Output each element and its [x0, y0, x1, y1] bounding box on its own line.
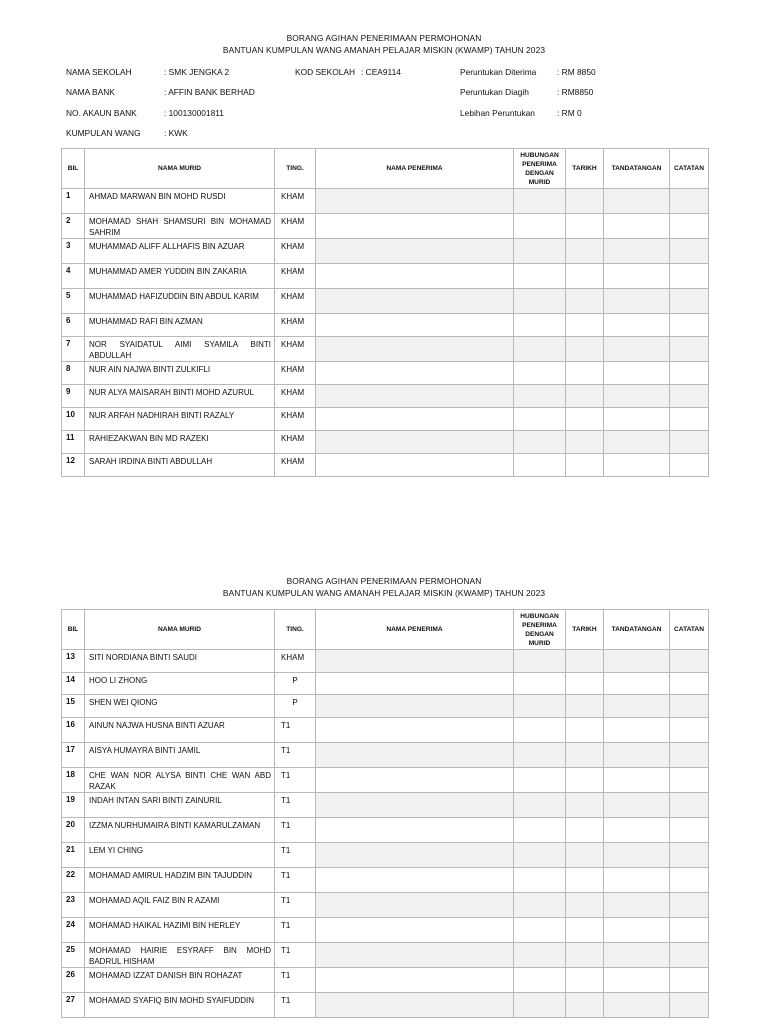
- catatan-cell[interactable]: [670, 718, 709, 743]
- hubungan-cell[interactable]: [514, 868, 566, 893]
- tarikh-cell[interactable]: [566, 337, 604, 362]
- tandatangan-cell[interactable]: [604, 454, 670, 477]
- col-ting: TING.: [275, 610, 316, 650]
- tarikh-cell[interactable]: [566, 239, 604, 264]
- tandatangan-cell[interactable]: [604, 818, 670, 843]
- akaun-label: NO. AKAUN BANK: [66, 108, 137, 118]
- nama-murid-cell: AHMAD MARWAN BIN MOHD RUSDI: [85, 189, 275, 214]
- table-row: [62, 968, 709, 993]
- tarikh-cell[interactable]: [566, 695, 604, 718]
- bil-cell: 15: [62, 695, 85, 718]
- hubungan-cell[interactable]: [514, 189, 566, 214]
- tandatangan-cell[interactable]: [604, 868, 670, 893]
- hubungan-cell[interactable]: [514, 454, 566, 477]
- ting-cell: KHAM: [275, 189, 316, 214]
- hubungan-cell[interactable]: [514, 818, 566, 843]
- catatan-cell[interactable]: [670, 818, 709, 843]
- diterima-value: : RM 8850: [557, 67, 596, 77]
- nama-murid-cell: LEM YI CHING: [85, 843, 275, 868]
- col-bil: BIL: [62, 149, 85, 189]
- nama-murid-cell: MOHAMAD HAIKAL HAZIMI BIN HERLEY: [85, 918, 275, 943]
- col-catatan: CATATAN: [670, 610, 709, 650]
- bil-cell: 4: [62, 264, 85, 289]
- nama-murid-cell: SARAH IRDINA BINTI ABDULLAH: [85, 454, 275, 477]
- catatan-cell[interactable]: [670, 650, 709, 673]
- nama-penerima-cell[interactable]: [316, 695, 514, 718]
- col-bil: BIL: [62, 610, 85, 650]
- nama-murid-cell: MUHAMMAD AMER YUDDIN BIN ZAKARIA: [85, 264, 275, 289]
- tandatangan-cell[interactable]: [604, 189, 670, 214]
- table-body-1: [62, 189, 709, 477]
- tandatangan-cell[interactable]: [604, 993, 670, 1018]
- catatan-cell[interactable]: [670, 362, 709, 385]
- col-tarikh: TARIKH: [566, 149, 604, 189]
- nama-penerima-cell[interactable]: [316, 673, 514, 695]
- nama-murid-cell: MOHAMAD SYAFIQ BIN MOHD SYAIFUDDIN: [85, 993, 275, 1018]
- table-row: [62, 362, 709, 385]
- tarikh-cell[interactable]: [566, 943, 604, 968]
- nama-murid-cell: RAHIEZAKWAN BIN MD RAZEKI: [85, 431, 275, 454]
- form2-title-line2: BANTUAN KUMPULAN WANG AMANAH PELAJAR MISKIN (KWAMP) TAHUN 2023: [222, 588, 546, 598]
- tarikh-cell[interactable]: [566, 743, 604, 768]
- nama-murid-cell: NOR SYAIDATUL AIMI SYAMILA BINTI ABDULLAH: [85, 337, 275, 362]
- bil-cell: 1: [62, 189, 85, 214]
- table-row: [62, 718, 709, 743]
- nama-murid-cell: HOO LI ZHONG: [85, 673, 275, 695]
- catatan-cell[interactable]: [670, 214, 709, 239]
- tarikh-cell[interactable]: [566, 843, 604, 868]
- tandatangan-cell[interactable]: [604, 337, 670, 362]
- hubungan-cell[interactable]: [514, 968, 566, 993]
- bank-label: NAMA BANK: [66, 87, 115, 97]
- tandatangan-cell[interactable]: [604, 718, 670, 743]
- table-row: [62, 893, 709, 918]
- sekolah-value: : SMK JENGKA 2: [164, 67, 230, 77]
- nama-murid-cell: NUR ALYA MAISARAH BINTI MOHD AZURUL: [85, 385, 275, 408]
- bil-cell: 18: [62, 768, 85, 793]
- ting-cell: T1: [275, 918, 316, 943]
- tarikh-cell[interactable]: [566, 918, 604, 943]
- tarikh-cell[interactable]: [566, 408, 604, 431]
- table-row: [62, 214, 709, 239]
- bil-cell: 6: [62, 314, 85, 337]
- hubungan-cell[interactable]: [514, 673, 566, 695]
- ting-cell: KHAM: [275, 289, 316, 314]
- table-header-row: [62, 610, 709, 650]
- catatan-cell[interactable]: [670, 968, 709, 993]
- catatan-cell[interactable]: [670, 314, 709, 337]
- bil-cell: 8: [62, 362, 85, 385]
- nama-penerima-cell[interactable]: [316, 918, 514, 943]
- col-catatan: CATATAN: [670, 149, 709, 189]
- nama-penerima-cell[interactable]: [316, 793, 514, 818]
- catatan-cell[interactable]: [670, 943, 709, 968]
- nama-penerima-cell[interactable]: [316, 650, 514, 673]
- bil-cell: 7: [62, 337, 85, 362]
- nama-murid-cell: MOHAMAD AMIRUL HADZIM BIN TAJUDDIN: [85, 868, 275, 893]
- nama-penerima-cell[interactable]: [316, 943, 514, 968]
- kumpulan-value: : KWK: [164, 128, 188, 138]
- catatan-cell[interactable]: [670, 743, 709, 768]
- akaun-value: : 100130001811: [164, 108, 224, 118]
- tarikh-cell[interactable]: [566, 868, 604, 893]
- ting-cell: KHAM: [275, 239, 316, 264]
- bil-cell: 23: [62, 893, 85, 918]
- bil-cell: 22: [62, 868, 85, 893]
- ting-cell: KHAM: [275, 362, 316, 385]
- tarikh-cell[interactable]: [566, 893, 604, 918]
- bil-cell: 26: [62, 968, 85, 993]
- catatan-cell[interactable]: [670, 793, 709, 818]
- catatan-cell[interactable]: [670, 768, 709, 793]
- nama-murid-cell: NUR ARFAH NADHIRAH BINTI RAZALY: [85, 408, 275, 431]
- nama-murid-cell: MUHAMMAD HAFIZUDDIN BIN ABDUL KARIM: [85, 289, 275, 314]
- tarikh-cell[interactable]: [566, 454, 604, 477]
- hubungan-cell[interactable]: [514, 918, 566, 943]
- nama-murid-cell: NUR AIN NAJWA BINTI ZULKIFLI: [85, 362, 275, 385]
- hubungan-cell[interactable]: [514, 768, 566, 793]
- hubungan-cell[interactable]: [514, 239, 566, 264]
- col-nama-murid: NAMA MURID: [85, 149, 275, 189]
- tarikh-cell[interactable]: [566, 189, 604, 214]
- bil-cell: 3: [62, 239, 85, 264]
- table-row: [62, 695, 709, 718]
- diagih-value: : RM8850: [557, 87, 594, 97]
- catatan-cell[interactable]: [670, 289, 709, 314]
- ting-cell: P: [275, 695, 316, 718]
- tandatangan-cell[interactable]: [604, 239, 670, 264]
- tandatangan-cell[interactable]: [604, 918, 670, 943]
- ting-cell: T1: [275, 943, 316, 968]
- table-row: [62, 454, 709, 477]
- diterima-label: Peruntukan Diterima: [460, 67, 537, 77]
- table-row: [62, 385, 709, 408]
- catatan-cell[interactable]: [670, 189, 709, 214]
- nama-murid-cell: MUHAMMAD RAFI BIN AZMAN: [85, 314, 275, 337]
- ting-cell: KHAM: [275, 431, 316, 454]
- tandatangan-cell[interactable]: [604, 943, 670, 968]
- nama-murid-cell: SITI NORDIANA BINTI SAUDI: [85, 650, 275, 673]
- nama-penerima-cell[interactable]: [316, 264, 514, 289]
- nama-penerima-cell[interactable]: [316, 337, 514, 362]
- catatan-cell[interactable]: [670, 408, 709, 431]
- nama-murid-cell: IZZMA NURHUMAIRA BINTI KAMARULZAMAN: [85, 818, 275, 843]
- hubungan-cell[interactable]: [514, 337, 566, 362]
- table-row: [62, 650, 709, 673]
- ting-cell: T1: [275, 818, 316, 843]
- bil-cell: 12: [62, 454, 85, 477]
- tandatangan-cell[interactable]: [604, 650, 670, 673]
- table-row: [62, 868, 709, 893]
- tandatangan-cell[interactable]: [604, 893, 670, 918]
- catatan-cell[interactable]: [670, 695, 709, 718]
- tandatangan-cell[interactable]: [604, 968, 670, 993]
- tandatangan-cell[interactable]: [604, 743, 670, 768]
- hubungan-cell[interactable]: [514, 408, 566, 431]
- recipient-table-2: [61, 609, 709, 1018]
- tandatangan-cell[interactable]: [604, 768, 670, 793]
- nama-murid-cell: CHE WAN NOR ALYSA BINTI CHE WAN ABD RAZAK: [85, 768, 275, 793]
- tarikh-cell[interactable]: [566, 314, 604, 337]
- bil-cell: 5: [62, 289, 85, 314]
- table-row: [62, 239, 709, 264]
- table-row: [62, 431, 709, 454]
- nama-penerima-cell[interactable]: [316, 239, 514, 264]
- tandatangan-cell[interactable]: [604, 385, 670, 408]
- lebihan-value: : RM 0: [557, 108, 582, 118]
- table-row: [62, 289, 709, 314]
- hubungan-cell[interactable]: [514, 793, 566, 818]
- nama-penerima-cell[interactable]: [316, 408, 514, 431]
- nama-penerima-cell[interactable]: [316, 385, 514, 408]
- hubungan-cell[interactable]: [514, 264, 566, 289]
- ting-cell: P: [275, 673, 316, 695]
- tarikh-cell[interactable]: [566, 768, 604, 793]
- table-body-2: [62, 650, 709, 1018]
- hubungan-cell[interactable]: [514, 650, 566, 673]
- col-tandatangan: TANDATANGAN: [604, 149, 670, 189]
- tarikh-cell[interactable]: [566, 673, 604, 695]
- col-hubungan: HUBUNGAN PENERIMA DENGAN MURID: [514, 149, 566, 189]
- nama-penerima-cell[interactable]: [316, 189, 514, 214]
- bil-cell: 27: [62, 993, 85, 1018]
- tarikh-cell[interactable]: [566, 793, 604, 818]
- ting-cell: KHAM: [275, 385, 316, 408]
- tarikh-cell[interactable]: [566, 385, 604, 408]
- ting-cell: T1: [275, 843, 316, 868]
- tarikh-cell[interactable]: [566, 289, 604, 314]
- col-nama-penerima: NAMA PENERIMA: [316, 149, 514, 189]
- ting-cell: KHAM: [275, 314, 316, 337]
- hubungan-cell[interactable]: [514, 314, 566, 337]
- bil-cell: 2: [62, 214, 85, 239]
- table-header-row: [62, 149, 709, 189]
- bank-value: : AFFIN BANK BERHAD: [164, 87, 255, 97]
- recipient-table-1: [61, 148, 709, 477]
- table-row: [62, 337, 709, 362]
- bil-cell: 24: [62, 918, 85, 943]
- catatan-cell[interactable]: [670, 264, 709, 289]
- hubungan-cell[interactable]: [514, 214, 566, 239]
- bil-cell: 16: [62, 718, 85, 743]
- catatan-cell[interactable]: [670, 431, 709, 454]
- kumpulan-label: KUMPULAN WANG: [66, 128, 141, 138]
- ting-cell: T1: [275, 893, 316, 918]
- ting-cell: T1: [275, 968, 316, 993]
- bil-cell: 17: [62, 743, 85, 768]
- tarikh-cell[interactable]: [566, 718, 604, 743]
- tandatangan-cell[interactable]: [604, 793, 670, 818]
- col-tandatangan: TANDATANGAN: [604, 610, 670, 650]
- nama-penerima-cell[interactable]: [316, 431, 514, 454]
- catatan-cell[interactable]: [670, 993, 709, 1018]
- nama-penerima-cell[interactable]: [316, 893, 514, 918]
- nama-penerima-cell[interactable]: [316, 454, 514, 477]
- bil-cell: 9: [62, 385, 85, 408]
- nama-penerima-cell[interactable]: [316, 843, 514, 868]
- ting-cell: T1: [275, 793, 316, 818]
- form2-title-line1: BORANG AGIHAN PENERIMAAN PERMOHONAN: [286, 576, 482, 586]
- ting-cell: KHAM: [275, 454, 316, 477]
- hubungan-cell[interactable]: [514, 893, 566, 918]
- table-row: [62, 673, 709, 695]
- nama-murid-cell: MOHAMAD AQIL FAIZ BIN R AZAMI: [85, 893, 275, 918]
- nama-murid-cell: MUHAMMAD ALIFF ALLHAFIS BIN AZUAR: [85, 239, 275, 264]
- catatan-cell[interactable]: [670, 893, 709, 918]
- nama-murid-cell: MOHAMAD IZZAT DANISH BIN ROHAZAT: [85, 968, 275, 993]
- table-row: [62, 189, 709, 214]
- table-row: [62, 408, 709, 431]
- hubungan-cell[interactable]: [514, 695, 566, 718]
- nama-murid-cell: MOHAMAD SHAH SHAMSURI BIN MOHAMAD SAHRIM: [85, 214, 275, 239]
- ting-cell: KHAM: [275, 650, 316, 673]
- tandatangan-cell[interactable]: [604, 362, 670, 385]
- nama-penerima-cell[interactable]: [316, 718, 514, 743]
- tandatangan-cell[interactable]: [604, 214, 670, 239]
- ting-cell: T1: [275, 993, 316, 1018]
- hubungan-cell[interactable]: [514, 718, 566, 743]
- bil-cell: 19: [62, 793, 85, 818]
- nama-penerima-cell[interactable]: [316, 362, 514, 385]
- hubungan-cell[interactable]: [514, 431, 566, 454]
- bil-cell: 13: [62, 650, 85, 673]
- bil-cell: 14: [62, 673, 85, 695]
- nama-penerima-cell[interactable]: [316, 289, 514, 314]
- tandatangan-cell[interactable]: [604, 289, 670, 314]
- hubungan-cell[interactable]: [514, 385, 566, 408]
- tarikh-cell[interactable]: [566, 431, 604, 454]
- nama-penerima-cell[interactable]: [316, 214, 514, 239]
- form1-title: [0, 32, 768, 56]
- nama-penerima-cell[interactable]: [316, 768, 514, 793]
- nama-murid-cell: MOHAMAD HAIRIE ESYRAFF BIN MOHD BADRUL HISHAM: [85, 943, 275, 968]
- hubungan-cell[interactable]: [514, 743, 566, 768]
- ting-cell: T1: [275, 768, 316, 793]
- form1-title-line2: BANTUAN KUMPULAN WANG AMANAH PELAJAR MISKIN (KWAMP) TAHUN 2023: [222, 45, 546, 55]
- tarikh-cell[interactable]: [566, 214, 604, 239]
- tandatangan-cell[interactable]: [604, 264, 670, 289]
- ting-cell: T1: [275, 743, 316, 768]
- nama-penerima-cell[interactable]: [316, 968, 514, 993]
- ting-cell: KHAM: [275, 214, 316, 239]
- ting-cell: KHAM: [275, 264, 316, 289]
- table-row: [62, 264, 709, 289]
- nama-penerima-cell[interactable]: [316, 743, 514, 768]
- tarikh-cell[interactable]: [566, 818, 604, 843]
- catatan-cell[interactable]: [670, 385, 709, 408]
- form1-title-line1: BORANG AGIHAN PENERIMAAN PERMOHONAN: [286, 33, 482, 43]
- kod-label: KOD SEKOLAH: [295, 67, 356, 77]
- ting-cell: T1: [275, 868, 316, 893]
- table-row: [62, 314, 709, 337]
- nama-penerima-cell[interactable]: [316, 868, 514, 893]
- catatan-cell[interactable]: [670, 239, 709, 264]
- nama-penerima-cell[interactable]: [316, 314, 514, 337]
- bil-cell: 10: [62, 408, 85, 431]
- diagih-label: Peruntukan Diagih: [460, 87, 529, 97]
- tandatangan-cell[interactable]: [604, 314, 670, 337]
- col-hubungan: HUBUNGAN PENERIMA DENGAN MURID: [514, 610, 566, 650]
- tandatangan-cell[interactable]: [604, 408, 670, 431]
- sekolah-label: NAMA SEKOLAH: [66, 67, 132, 77]
- lebihan-label: Lebihan Peruntukan: [460, 108, 535, 118]
- bil-cell: 20: [62, 818, 85, 843]
- catatan-cell[interactable]: [670, 843, 709, 868]
- col-nama-penerima: NAMA PENERIMA: [316, 610, 514, 650]
- tarikh-cell[interactable]: [566, 968, 604, 993]
- table-row: [62, 743, 709, 768]
- catatan-cell[interactable]: [670, 868, 709, 893]
- catatan-cell[interactable]: [670, 918, 709, 943]
- nama-penerima-cell[interactable]: [316, 818, 514, 843]
- tarikh-cell[interactable]: [566, 650, 604, 673]
- nama-penerima-cell[interactable]: [316, 993, 514, 1018]
- tarikh-cell[interactable]: [566, 362, 604, 385]
- bil-cell: 11: [62, 431, 85, 454]
- hubungan-cell[interactable]: [514, 843, 566, 868]
- nama-murid-cell: INDAH INTAN SARI BINTI ZAINURIL: [85, 793, 275, 818]
- hubungan-cell[interactable]: [514, 362, 566, 385]
- table-row: [62, 818, 709, 843]
- ting-cell: KHAM: [275, 408, 316, 431]
- table-row: [62, 843, 709, 868]
- form2-title: [0, 575, 768, 599]
- tarikh-cell[interactable]: [566, 993, 604, 1018]
- bil-cell: 21: [62, 843, 85, 868]
- kod-value: : CEA9114: [361, 67, 401, 77]
- table-row: [62, 943, 709, 968]
- hubungan-cell[interactable]: [514, 943, 566, 968]
- tarikh-cell[interactable]: [566, 264, 604, 289]
- tandatangan-cell[interactable]: [604, 843, 670, 868]
- table-row: [62, 793, 709, 818]
- nama-murid-cell: AINUN NAJWA HUSNA BINTI AZUAR: [85, 718, 275, 743]
- hubungan-cell[interactable]: [514, 289, 566, 314]
- table-row: [62, 918, 709, 943]
- bil-cell: 25: [62, 943, 85, 968]
- col-ting: TING.: [275, 149, 316, 189]
- hubungan-cell[interactable]: [514, 993, 566, 1018]
- col-nama-murid: NAMA MURID: [85, 610, 275, 650]
- tandatangan-cell[interactable]: [604, 431, 670, 454]
- catatan-cell[interactable]: [670, 337, 709, 362]
- ting-cell: T1: [275, 718, 316, 743]
- nama-murid-cell: SHEN WEI QIONG: [85, 695, 275, 718]
- catatan-cell[interactable]: [670, 454, 709, 477]
- table-row: [62, 768, 709, 793]
- nama-murid-cell: AISYA HUMAYRA BINTI JAMIL: [85, 743, 275, 768]
- col-tarikh: TARIKH: [566, 610, 604, 650]
- tandatangan-cell[interactable]: [604, 673, 670, 695]
- catatan-cell[interactable]: [670, 673, 709, 695]
- table-row: [62, 993, 709, 1018]
- tandatangan-cell[interactable]: [604, 695, 670, 718]
- ting-cell: KHAM: [275, 337, 316, 362]
